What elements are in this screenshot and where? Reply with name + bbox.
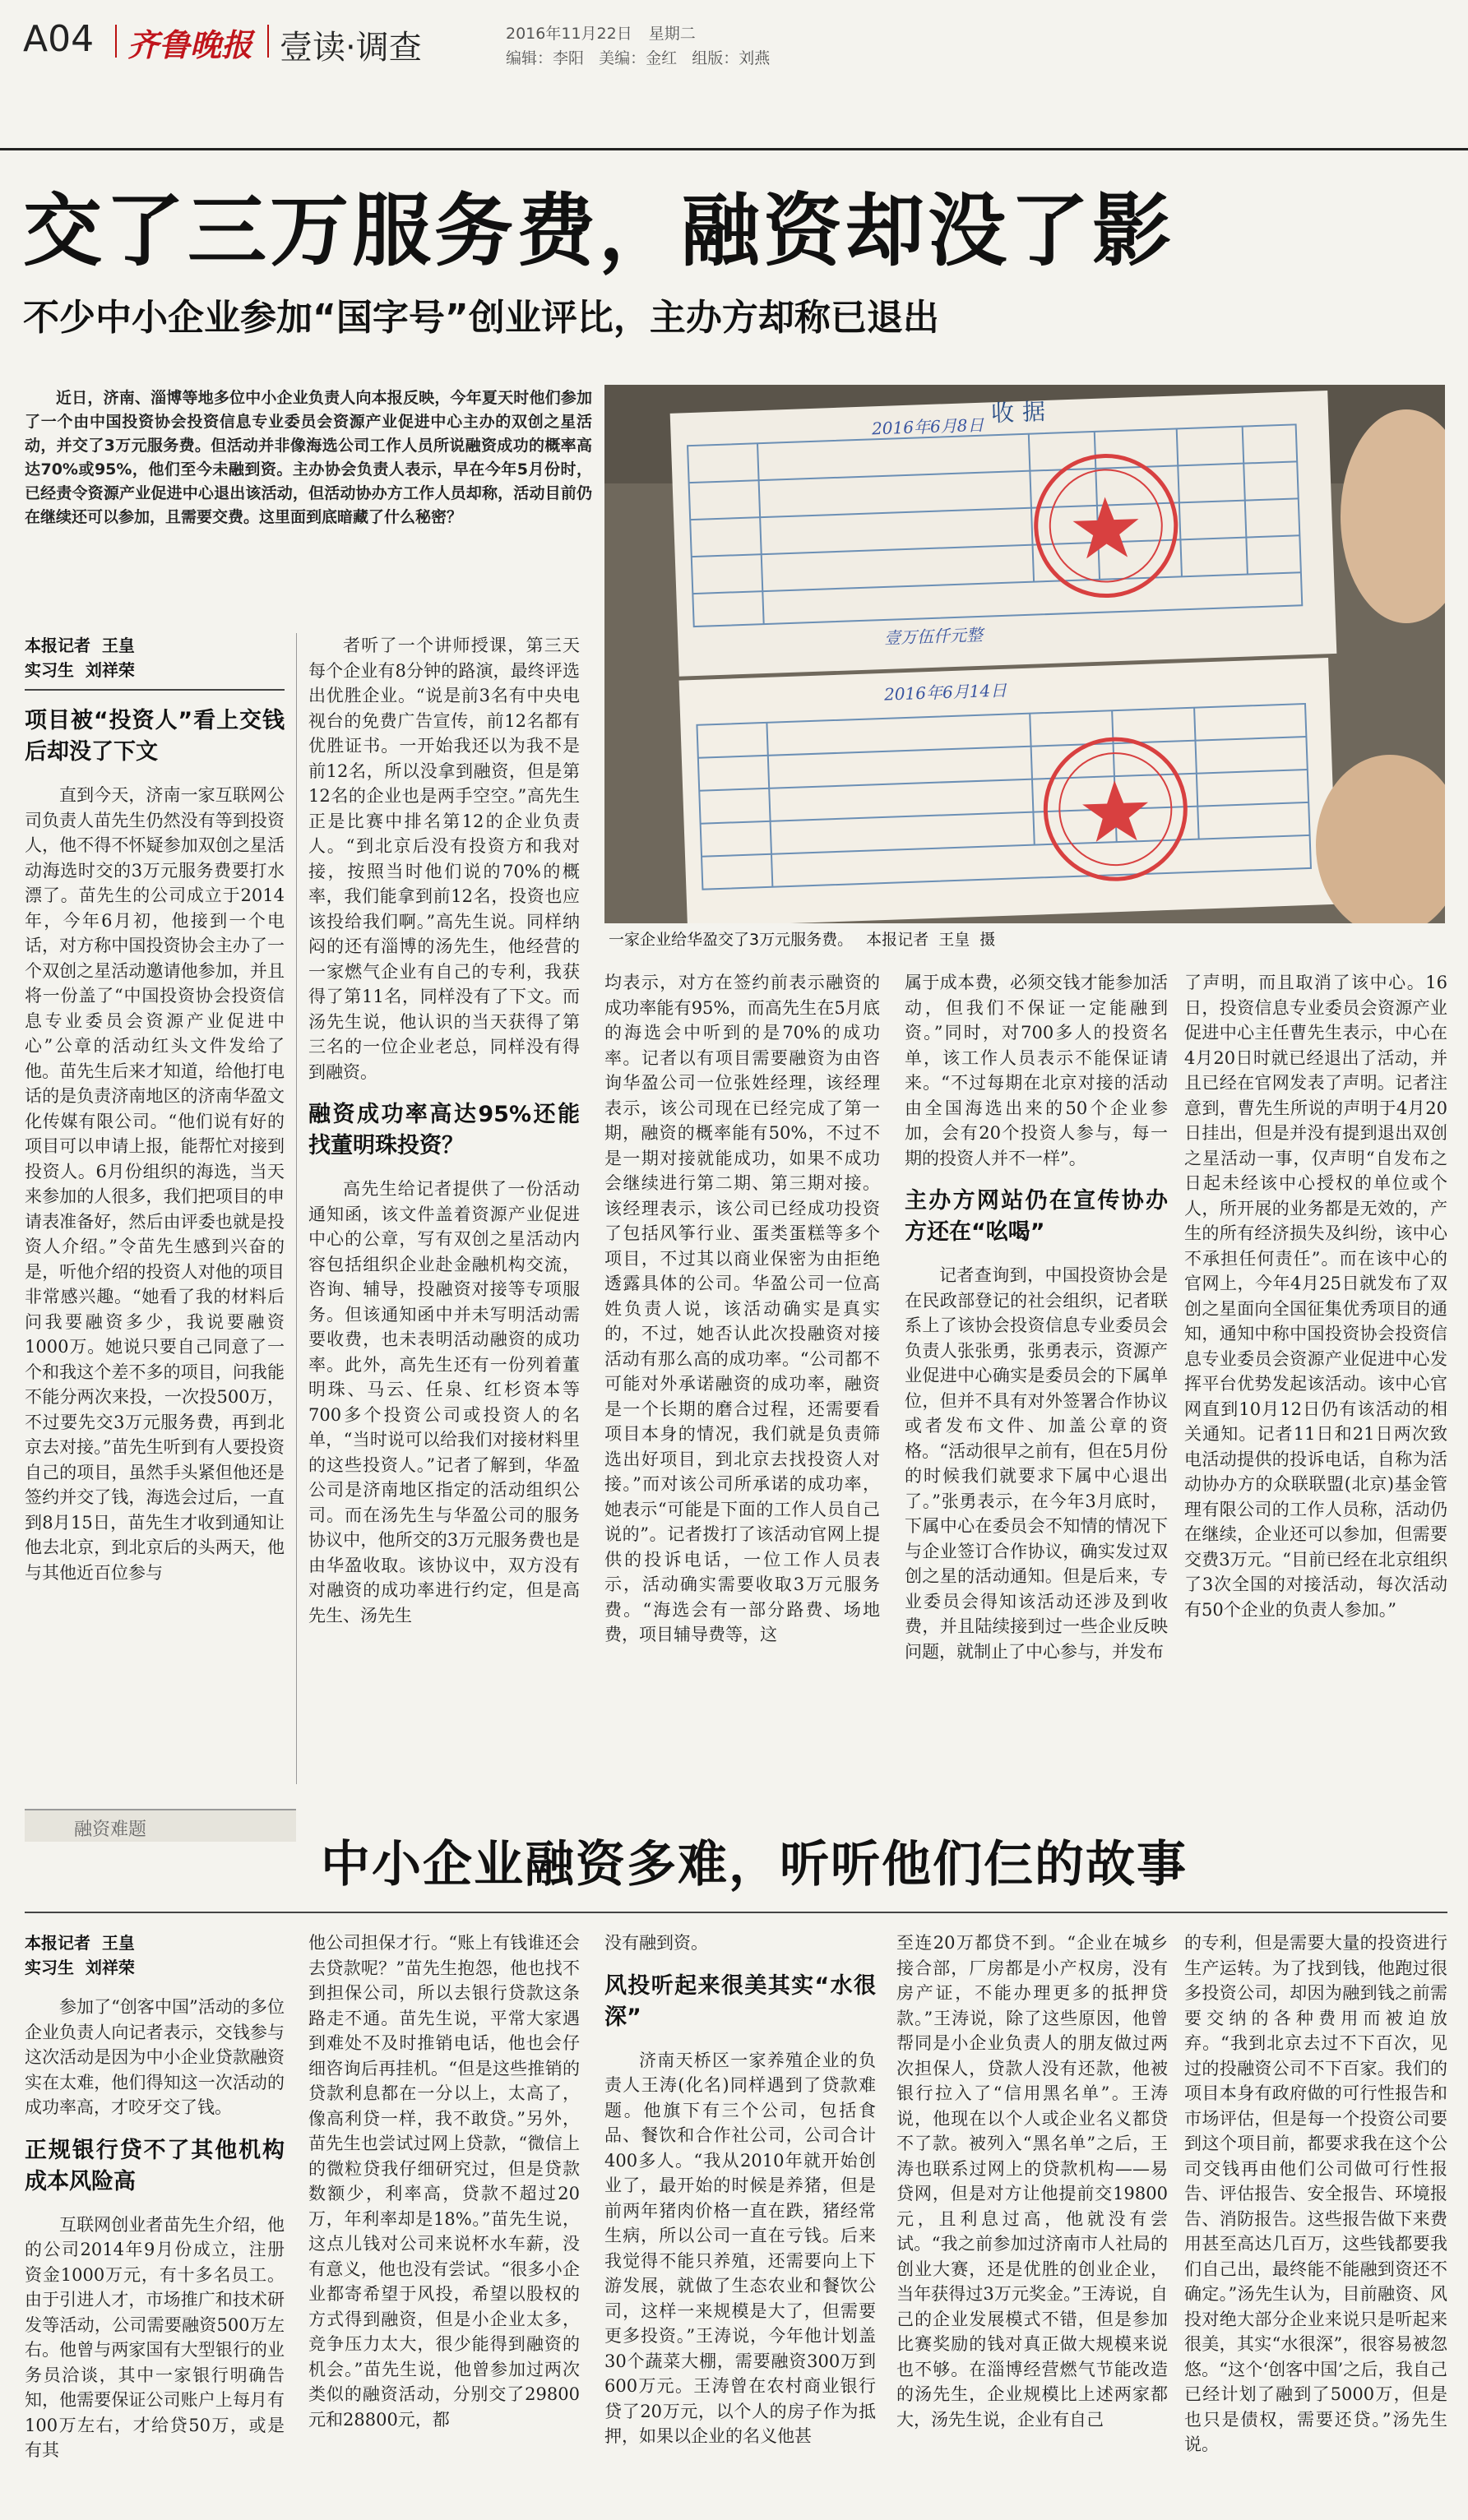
- paper-logo: 齐鲁晚报: [127, 26, 253, 63]
- reporter-byline: 本报记者 王皇: [25, 636, 135, 655]
- story1-subhead-2: 融资成功率高达95%还能找董明珠投资？: [308, 1102, 580, 1158]
- caption-text: 一家企业给华盈交了3万元服务费。: [609, 931, 854, 949]
- page-number: A04: [23, 18, 95, 60]
- story1-col4b-text: 记者查询到，中国投资协会是在民政部登记的社会组织，记者联系上了该协会投资信息专业委员会负责人张张勇，张勇表示，资源产业促进中心确实是委员会的下属单位，但并不具有对外签署合作协议或者发布文件、加盖公章的资格。“活动很早之前有，但在5月份的时候我们就要求下属中心退出了。”张勇表示，在今年3月底时，下属中心在委员会不知情的情况下与企业签订合作协议，确实发过双创之星的活动通知。但是后来，专业委员会得知该活动还涉及到收费，并且陆续接到过一些企业反映问题，就制止了中心参与，并发布: [905, 1265, 1168, 1662]
- story2-headline: 中小企业融资多难，听听他们仨的故事: [321, 1836, 1188, 1893]
- lead-text: 近日，济南、淄博等地多位中小企业负责人向本报反映，今年夏天时他们参加了一个由中国投资协会投资信息专业委员会资源产业促进中心主办的双创之星活动，并交了3万元服务费。但活动并非像海选公司工作人员所说融资成功的概率高达70%或95%，他们至今未融到资。主办协会负责人表示，早在今年5月份时，已经责令资源产业促进中心退出该活动，但活动协办方工作人员却称，活动目前仍在继续还可以参加，且需要交费。这里面到底暗藏了什么秘密？: [25, 389, 592, 526]
- story2-col5: [1184, 1930, 1447, 2506]
- story1-col2: [308, 633, 580, 1796]
- story1-col1-text: 直到今天，济南一家互联网公司负责人苗先生仍然没有等到投资人，他不得不怀疑参加双创之星活动海选时交的3万元服务费要打水漂了。苗先生的公司成立于2014年，今年6月初，他接到一个电话，对方称中国投资协会主办了一个双创之星活动邀请他参加，并且将一份盖了“中国投资协会投资信息专业委员会资源产业促进中心”公章的活动红头文件发给了他。苗先生后来才知道，给他打电话的是负责济南地区的济南华盈文化传媒有限公司。“他们说有好的项目可以申请上报，能帮忙对接到投资人。6月份组织的海选，当天来参加的人很多，我们把项目的申请表准备好，然后由评委也就是投资人介绍。”令苗先生感到兴奋的是，听他介绍的投资人对他的项目非常感兴趣。“她看了我的材料后问我要融资多少，我说要融资1000万。她说只要自己同意了一个和我这个差不多的项目，问我能不能分两次来投，一次投500万，不过要先交3万元服务费，再到北京去对接。”苗先生听到有人要投资自己的项目，虽然手头紧但他还是签约并交了钱，海选会过后，一直到8月15日，苗先生才收到通知让他去北京，到北京后的头两天，他与其他近百位参与: [25, 785, 285, 1583]
- story1-col2-text: 者听了一个讲师授课，第三天每个企业有8分钟的路演，最终评选出优胜企业。“说是前3名有中央电视台的免费广告宣传，前12名都有优胜证书。一开始我还以为我不是前12名，所以没拿到融资，但是第12名的企业也是两手空空。”高先生正是比赛中排名第12的企业负责人。“到北京后没有投资方和我对接，按照当时他们说的70%的概率，我们能拿到前12名，投资也应该投给我们啊。”高先生说。同样纳闷的还有淄博的汤先生，他经营的一家燃气企业有自己的专利，我获得了第11名，同样没有了下文。而汤先生说，他认识的当天获得了第三名的一位企业老总，同样没有得到融资。: [308, 636, 580, 1082]
- story1-col3: [604, 970, 880, 1796]
- story2-subhead-1: 正规银行贷不了其他机构成本风险高: [25, 2137, 285, 2194]
- story2-intern-byline: 实习生 刘祥荣: [25, 1958, 135, 1977]
- story1-col5-text: 了声明，而且取消了该中心。16日，投资信息专业委员会资源产业促进中心主任曹先生表示，中心在4月20日时就已经退出了活动，并且已经在官网发表了声明。记者注意到，曹先生所说的声明于4月20日挂出，但是并没有提到退出双创之星活动一事，仅声明“自发布之日起未经该中心授权的单位或个人，所开展的业务都是无效的，产生的所有经济损失及纠纷，该中心不承担任何责任”。而在该中心的官网上，今年4月25日就发布了双创之星面向全国征集优秀项目的通知，通知中称中国投资协会投资信息专业委员会资源产业促进中心发挥平台优势发起该活动。该中心官网直到10月12日仍有该活动的相关通知。记者11日和21日两次致电活动提供的投诉电话，自称为活动协办方的众联联盟(北京)基金管理有限公司的工作人员称，活动仍在继续，企业还可以参加，但需要交费3万元。“目前已经在北京组织了3次全国的对接活动，每次活动有50个企业的负责人参加。”: [1184, 973, 1447, 1620]
- main-headline: 交了三万服务费，融资却没了影: [23, 185, 1174, 277]
- receipt-photo: [604, 385, 1445, 923]
- story1-col2b-text: 高先生给记者提供了一份活动通知函，该文件盖着资源产业促进中心的公章，写有双创之星活动内容包括组织企业赴金融机构交流，咨询、辅导，投融资对接等专项服务。但该通知函中并未写明活动需要收费，也未表明活动融资的成功率。此外，高先生还有一份列着董明珠、马云、任泉、红杉资本等700多个投资公司或投资人的名单，“当时说可以给我们对接材料里的这些投资人。”记者了解到，华盈公司是济南地区指定的活动组织公司。而在汤先生与华盈公司的服务协议中，他所交的3万元服务费也是由华盈收取。该协议中，双方没有对融资的成功率进行约定，但是高先生、汤先生: [308, 1179, 580, 1625]
- date-text: 2016年11月22日: [506, 25, 632, 43]
- lead-paragraph: [25, 386, 592, 608]
- story1-col5: [1184, 970, 1447, 1796]
- receipt-date-2: 2016年6月14日: [883, 680, 1007, 705]
- col-divider-1: [296, 633, 297, 1784]
- masthead: [0, 0, 1468, 78]
- story1-col3-text: 均表示，对方在签约前表示融资的成功率能有95%，而高先生在5月底的海选会中听到的是70%的成功率。记者以有项目需要融资为由咨询华盈公司一位张姓经理，该经理表示，该公司现在已经完成了第一期，融资的概率能有50%，不过不是一期对接就能成功，如果不成功会继续进行第二期、第三期对接。该经理表示，该公司已经成功投资了包括风筝行业、蛋类蛋糕等多个项目，不过其以商业保密为由拒绝透露具体的公司。华盈公司一位高姓负责人说，该活动确实是真实的，不过，她否认此次投融资对接活动有那么高的成功率。“公司都不可能对外承诺融资的成功率，融资是一个长期的磨合过程，还需要看项目本身的情况，我们就是负责筛选出好项目，到北京去找投资人对接。”而对该公司所承诺的成功率，她表示“可能是下面的工作人员自己说的”。记者拨打了该活动官网上提供的投诉电话，一位工作人员表示，活动确实需要收取3万元服务费。“海选会有一部分路费、场地费，项目辅导费等，这: [604, 973, 880, 1644]
- staff-credits: 编辑：李阳 美编：金红 组版：刘燕: [506, 49, 771, 67]
- section-name: 壹读·调查: [280, 29, 422, 67]
- story1-col4: [905, 970, 1168, 1796]
- receipt-amount: 壹万伍仟元整: [883, 624, 984, 649]
- photo-caption: [609, 927, 995, 950]
- weekday-text: 星期二: [648, 25, 696, 43]
- story1-col1: [25, 633, 285, 1796]
- story1-subhead-1: 项目被“投资人”看上交钱后却没了下文: [25, 708, 285, 765]
- issue-date: [506, 21, 696, 44]
- story2-col5-text: 的专利，但是需要大量的投资进行生产运转。为了找到钱，他跑过很多投资公司，却因为融到钱之前需要交纳的各种费用而被迫放弃。“我到北京去过不下百次，见过的投融资公司不下百家。我们的项目本身有政府做的可行性报告和市场评估，但是每一个投资公司要到这个项目前，都要求我在这个公司交钱再由他们公司做可行性报告、评估报告、安全报告、环境报告、消防报告。这些报告做下来费用甚至高达几百万，这些钱都要我们自己出，最终能不能融到资还不确定。”汤先生认为，目前融资、风投对绝大部分企业来说只是听起来很美，其实“水很深”，很容易被忽悠。“这个‘创客中国’之后，我自己已经计划了融到了5000万，但是也只是债权，需要还贷。”汤先生说。: [1184, 1933, 1447, 2454]
- story2-col1: [25, 1930, 285, 2506]
- story2-subhead-2: 风投听起来很美其实“水很深”: [604, 1972, 876, 2030]
- masthead-divider-2: [267, 25, 269, 58]
- story2-col2-text: 他公司担保才行。“账上有钱谁还会去贷款呢？”苗先生抱怨，他也找不到担保公司，所以去银行贷款这条路走不通。苗先生说，平常大家遇到难处不及时推销电话，他也会仔细咨询后再挂机。“但是这些推销的贷款利息都在一分以上，太高了，像高利贷一样，我不敢贷。”另外，苗先生也尝试过网上贷款，“微信上的微粒贷我仔细研究过，但是贷款数额少，利率高，贷款不超过20万，年利率却是18%。”苗先生说，这点儿钱对公司来说杯水车薪，没有意义，他也没有尝试。“很多小企业都寄希望于风投，希望以股权的方式得到融资，但是小企业太多，竞争压力太大，很少能得到融资的机会。”苗先生说，他曾参加过两次类似的融资活动，分别交了29800元和28800元，都: [308, 1933, 580, 2430]
- story1-col4-text: 属于成本费，必须交钱才能参加活动，但我们不保证一定能融到资。”同时，对700多人的投资名单，该工作人员表示不能保证请来。“不过每期在北京对接的活动由全国海选出来的50个企业参加，会有20个投资人参与，每一期的投资人并不一样”。: [905, 973, 1168, 1168]
- photo-credit: 本报记者 王皇 摄: [866, 931, 996, 949]
- section-tag-box: [25, 1809, 296, 1842]
- masthead-divider: [115, 25, 117, 58]
- byline-rule: [25, 689, 285, 691]
- story2-rule: [25, 1912, 1447, 1913]
- story2-col1-text: 互联网创业者苗先生介绍，他的公司2014年9月份成立，注册资金1000万元，有十多名员工。由于引进人才，市场推广和技术研发等活动，公司需要融资500万左右。他曾与两家国有大型银行的业务员洽谈，其中一家银行明确告知，他需要保证公司账户上每月有100万左右，才给贷50万，或是有其: [25, 2214, 285, 2460]
- story2-col3: [604, 1930, 876, 2506]
- intern-byline: 实习生 刘祥荣: [25, 660, 135, 680]
- sub-headline: 不少中小企业参加“国字号”创业评比，主办方却称已退出: [23, 297, 939, 339]
- receipt-title-text: 收据: [990, 397, 1054, 428]
- story2-col3-top: 没有融到资。: [604, 1933, 708, 1953]
- story2-reporter-byline: 本报记者 王皇: [25, 1933, 135, 1953]
- story2-intro-text: 参加了“创客中国”活动的多位企业负责人向记者表示，交钱参与这次活动是因为中小企业贷款融资实在太难，他们得知这一次活动的成功率高，才咬牙交了钱。: [25, 1997, 285, 2117]
- story2-col4-text: 至连20万都贷不到。“企业在城乡接合部，厂房都是小产权房，没有房产证，不能办理更多的抵押贷款。”王涛说，除了这些原因，他曾帮同是小企业负责人的朋友做过两次担保人，贷款人没有还款，他被银行拉入了“信用黑名单”。王涛说，他现在以个人或企业名义都贷不了款。被列入“黑名单”之后，王涛也联系过网上的贷款机构——易贷网，但是对方让他提前交19800元，且利息过高，他就没有尝试。“我之前参加过济南市人社局的创业大赛，还是优胜的创业企业，当年获得过3万元奖金。”王涛说，自己的企业发展模式不错，但是参加比赛奖励的钱对真正做大规模来说也不够。在淄博经营燃气节能改造的汤先生，企业规模比上述两家都大，汤先生说，企业有自己: [896, 1933, 1168, 2430]
- story2-col4: [896, 1930, 1168, 2506]
- section-tag: 融资难题: [74, 1819, 147, 1840]
- receipt-image: [604, 385, 1445, 923]
- receipt-date-1: 2016年6月8日: [871, 414, 984, 439]
- story1-subhead-3: 主办方网站仍在宣传协办方还在“吆喝”: [905, 1188, 1168, 1245]
- story2-col3-text: 济南天桥区一家养殖企业的负责人王涛(化名)同样遇到了贷款难题。他旗下有三个公司，包括食品、餐饮和合作社公司，公司合计400多人。“我从2010年就开始创业了，最开始的时候是养猪，但是前两年猪肉价格一直在跌，猪经常生病，所以公司一直在亏钱。后来我觉得不能只养殖，还需要向上下游发展，就做了生态农业和餐饮公司，这样一来规模是大了，但需要更多投资。”王涛说，今年他计划盖30个蔬菜大棚，需要融资300万到600万元。王涛曾在农村商业银行贷了20万元，以个人的房子作为抵押，如果以企业的名义他甚: [604, 2050, 876, 2446]
- story2-col2: [308, 1930, 580, 2506]
- header-rule: [0, 148, 1468, 150]
